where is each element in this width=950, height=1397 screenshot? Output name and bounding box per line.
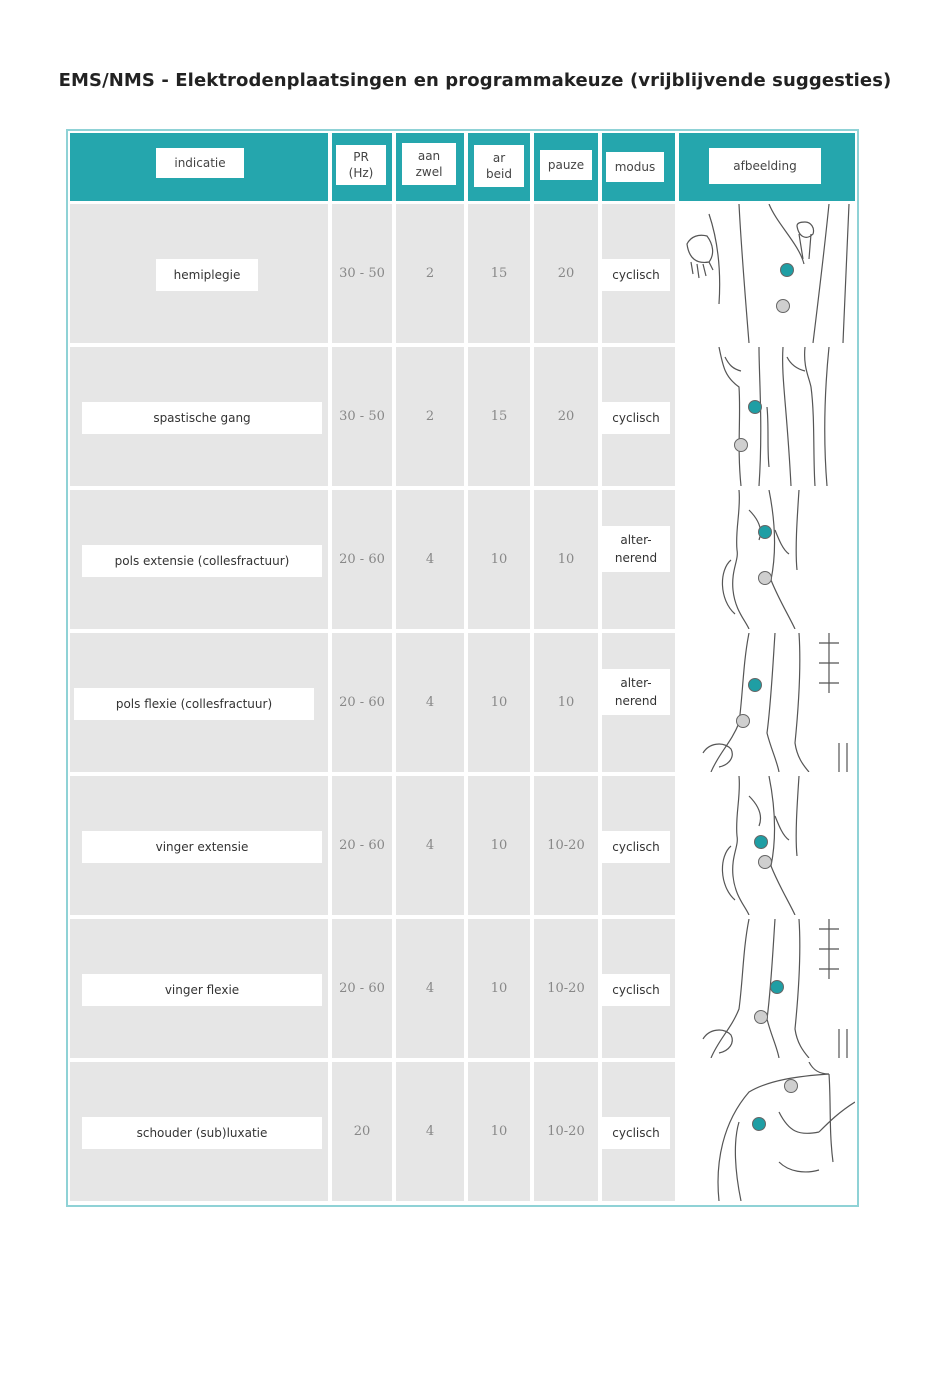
cell-pauze xyxy=(534,776,598,915)
pauze-value: 20 xyxy=(557,409,575,424)
arbeid-value: 10 xyxy=(490,695,508,710)
electrode-passive xyxy=(785,1080,798,1093)
modus-label: alter- nerend xyxy=(602,669,670,715)
header-modus: modus xyxy=(606,152,664,182)
electrode-active xyxy=(781,264,794,277)
electrode-passive xyxy=(759,856,772,869)
forearm-front-icon xyxy=(679,633,855,772)
cell-modus xyxy=(602,919,675,1058)
pr-value: 20 - 60 xyxy=(339,981,385,996)
header-modus-col xyxy=(602,133,675,201)
table-row xyxy=(70,347,855,486)
pr-value: 20 xyxy=(353,1124,371,1139)
table-row xyxy=(70,919,855,1058)
aanzwel-value: 4 xyxy=(425,695,435,710)
aanzwel-value: 4 xyxy=(425,552,435,567)
modus-label: cyclisch xyxy=(602,974,670,1006)
header-afbeelding-col xyxy=(679,133,855,201)
aanzwel-value: 2 xyxy=(425,409,435,424)
cell-indicatie xyxy=(70,776,328,915)
cell-modus xyxy=(602,347,675,486)
electrode-passive xyxy=(777,300,790,313)
indicatie-label: pols extensie (collesfractuur) xyxy=(82,545,322,577)
header-pr: PR (Hz) xyxy=(336,145,386,185)
electrode-passive xyxy=(737,715,750,728)
cell-pr xyxy=(332,490,392,629)
leg-front-icon xyxy=(679,204,855,343)
aanzwel-value: 4 xyxy=(425,838,435,853)
pr-value: 20 - 60 xyxy=(339,695,385,710)
cell-modus xyxy=(602,1062,675,1201)
cell-aanzwel xyxy=(396,347,464,486)
electrode-passive xyxy=(735,439,748,452)
electrode-active xyxy=(755,836,768,849)
cell-pauze xyxy=(534,919,598,1058)
forearm-front-icon xyxy=(679,919,855,1058)
cell-pauze xyxy=(534,633,598,772)
indicatie-label: pols flexie (collesfractuur) xyxy=(74,688,314,720)
cell-aanzwel xyxy=(396,633,464,772)
pr-value: 20 - 60 xyxy=(339,838,385,853)
cell-arbeid xyxy=(468,347,530,486)
pr-value: 30 - 50 xyxy=(339,409,385,424)
modus-label: cyclisch xyxy=(602,831,670,863)
arbeid-value: 10 xyxy=(490,552,508,567)
cell-aanzwel xyxy=(396,919,464,1058)
cell-pr xyxy=(332,347,392,486)
indicatie-label: hemiplegie xyxy=(156,259,258,291)
header-aanzwel-col xyxy=(396,133,464,201)
pauze-value: 20 xyxy=(557,266,575,281)
table-row xyxy=(70,204,855,343)
cell-indicatie xyxy=(70,204,328,343)
cell-afbeelding xyxy=(679,776,855,915)
arbeid-value: 10 xyxy=(490,981,508,996)
header-indicatie: indicatie xyxy=(156,148,244,178)
cell-modus xyxy=(602,204,675,343)
cell-aanzwel xyxy=(396,204,464,343)
cell-afbeelding xyxy=(679,490,855,629)
cell-pr xyxy=(332,204,392,343)
cell-indicatie xyxy=(70,633,328,772)
header-pr-col xyxy=(332,133,392,201)
electrode-active xyxy=(771,981,784,994)
cell-aanzwel xyxy=(396,776,464,915)
pauze-value: 10 xyxy=(557,552,575,567)
cell-afbeelding xyxy=(679,633,855,772)
page-title: EMS/NMS - Elektrodenplaatsingen en programmakeuze (vrijblijvende suggesties) xyxy=(58,70,892,91)
cell-pauze xyxy=(534,1062,598,1201)
header-arbeid: ar beid xyxy=(474,145,524,187)
modus-label: alter- nerend xyxy=(602,526,670,572)
header-pauze: pauze xyxy=(540,150,592,180)
header-afbeelding: afbeelding xyxy=(709,148,821,184)
header-arbeid-col xyxy=(468,133,530,201)
cell-arbeid xyxy=(468,490,530,629)
cell-arbeid xyxy=(468,633,530,772)
electrode-active xyxy=(749,401,762,414)
pr-value: 20 - 60 xyxy=(339,552,385,567)
cell-afbeelding xyxy=(679,1062,855,1201)
cell-aanzwel xyxy=(396,490,464,629)
cell-modus xyxy=(602,776,675,915)
table-row xyxy=(70,633,855,772)
aanzwel-value: 2 xyxy=(425,266,435,281)
arbeid-value: 15 xyxy=(490,266,508,281)
electrode-active xyxy=(753,1118,766,1131)
pr-value: 30 - 50 xyxy=(339,266,385,281)
header-pauze-col xyxy=(534,133,598,201)
header-aanzwel: aan zwel xyxy=(402,143,456,185)
cell-pauze xyxy=(534,490,598,629)
indicatie-label: spastische gang xyxy=(82,402,322,434)
aanzwel-value: 4 xyxy=(425,1124,435,1139)
cell-modus xyxy=(602,490,675,629)
pauze-value: 10-20 xyxy=(547,1124,585,1139)
cell-pr xyxy=(332,776,392,915)
cell-indicatie xyxy=(70,1062,328,1201)
electrode-active xyxy=(759,526,772,539)
shoulder-icon xyxy=(679,1062,855,1201)
cell-afbeelding xyxy=(679,919,855,1058)
modus-label: cyclisch xyxy=(602,402,670,434)
shin-icon xyxy=(679,347,855,486)
cell-afbeelding xyxy=(679,204,855,343)
cell-pauze xyxy=(534,204,598,343)
indicatie-label: vinger extensie xyxy=(82,831,322,863)
indicatie-label: vinger flexie xyxy=(82,974,322,1006)
table-row xyxy=(70,1062,855,1201)
cell-pr xyxy=(332,1062,392,1201)
cell-arbeid xyxy=(468,1062,530,1201)
arbeid-value: 15 xyxy=(490,409,508,424)
cell-indicatie xyxy=(70,347,328,486)
pauze-value: 10-20 xyxy=(547,981,585,996)
cell-arbeid xyxy=(468,919,530,1058)
forearm-back-icon xyxy=(679,490,855,629)
header-indicatie-col xyxy=(70,133,328,201)
cell-aanzwel xyxy=(396,1062,464,1201)
electrode-passive xyxy=(759,572,772,585)
modus-label: cyclisch xyxy=(602,1117,670,1149)
modus-label: cyclisch xyxy=(602,259,670,291)
cell-afbeelding xyxy=(679,347,855,486)
table-row xyxy=(70,490,855,629)
cell-arbeid xyxy=(468,776,530,915)
cell-indicatie xyxy=(70,919,328,1058)
indicatie-label: schouder (sub)luxatie xyxy=(82,1117,322,1149)
pauze-value: 10 xyxy=(557,695,575,710)
arbeid-value: 10 xyxy=(490,838,508,853)
forearm-back-icon xyxy=(679,776,855,915)
electrode-active xyxy=(749,679,762,692)
cell-pr xyxy=(332,633,392,772)
electrode-passive xyxy=(755,1011,768,1024)
aanzwel-value: 4 xyxy=(425,981,435,996)
cell-pr xyxy=(332,919,392,1058)
table-header xyxy=(70,133,855,201)
cell-indicatie xyxy=(70,490,328,629)
cell-modus xyxy=(602,633,675,772)
table-row xyxy=(70,776,855,915)
cell-arbeid xyxy=(468,204,530,343)
pauze-value: 10-20 xyxy=(547,838,585,853)
arbeid-value: 10 xyxy=(490,1124,508,1139)
cell-pauze xyxy=(534,347,598,486)
